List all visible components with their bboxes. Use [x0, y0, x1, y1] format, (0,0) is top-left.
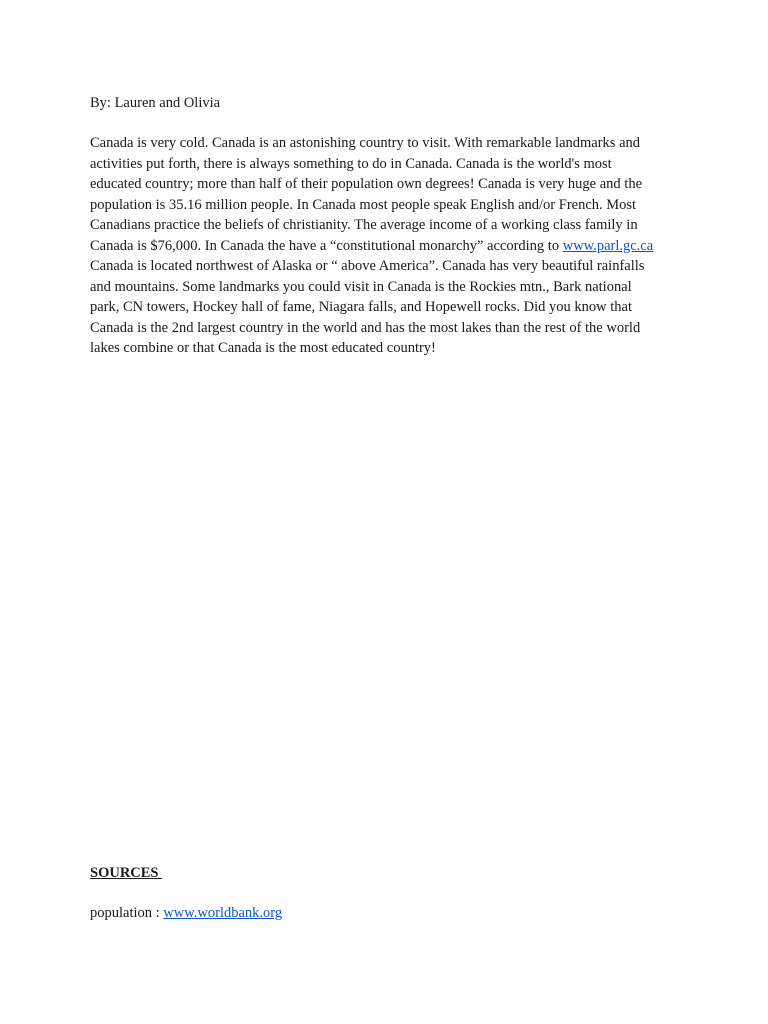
source-label: population : [90, 905, 164, 921]
paragraph-line: educated country; more than half of their population own degrees! Canada is very huge and the [90, 176, 643, 192]
parl-link[interactable]: www.parl.gc.ca [562, 237, 654, 254]
paragraph-line: Canada is very cold. Canada is an astonishing country to visit. With remarkable landmarks and [90, 135, 641, 151]
paragraph-line: and mountains. Some landmarks you could visit in Canada is the Rockies mtn., Bark national [90, 278, 632, 295]
paragraph-line: Canada is located northwest of Alaska or “ above America”. Canada has very beautiful rainfalls [90, 258, 645, 274]
paragraph-line: activities put forth, there is always something to do in Canada. Canada is the world's most [90, 155, 612, 172]
paragraph-line: population is 35.16 million people. In Canada most people speak English and/or French. Most [90, 196, 637, 213]
byline: By: Lauren and Olivia [90, 95, 221, 111]
body-paragraph [90, 133, 690, 359]
paragraph-line-with-link [90, 236, 690, 257]
paragraph-line-text: Canada is $76,000. In Canada the have a “constitutional monarchy” according to [90, 237, 563, 254]
paragraph-line: lakes combine or that Canada is the most educated country! [90, 340, 436, 356]
source-item [90, 904, 282, 922]
paragraph-line: Canada is the 2nd largest country in the world and has the most lakes than the rest of the world [90, 319, 641, 336]
worldbank-link[interactable]: www.worldbank.org [163, 905, 283, 921]
paragraph-line: park, CN towers, Hockey hall of fame, Niagara falls, and Hopewell rocks. Did you know that [90, 299, 632, 315]
sources-heading: SOURCES [90, 865, 163, 881]
paragraph-line: Canadians practice the beliefs of christianity. The average income of a working class family in [90, 217, 638, 233]
